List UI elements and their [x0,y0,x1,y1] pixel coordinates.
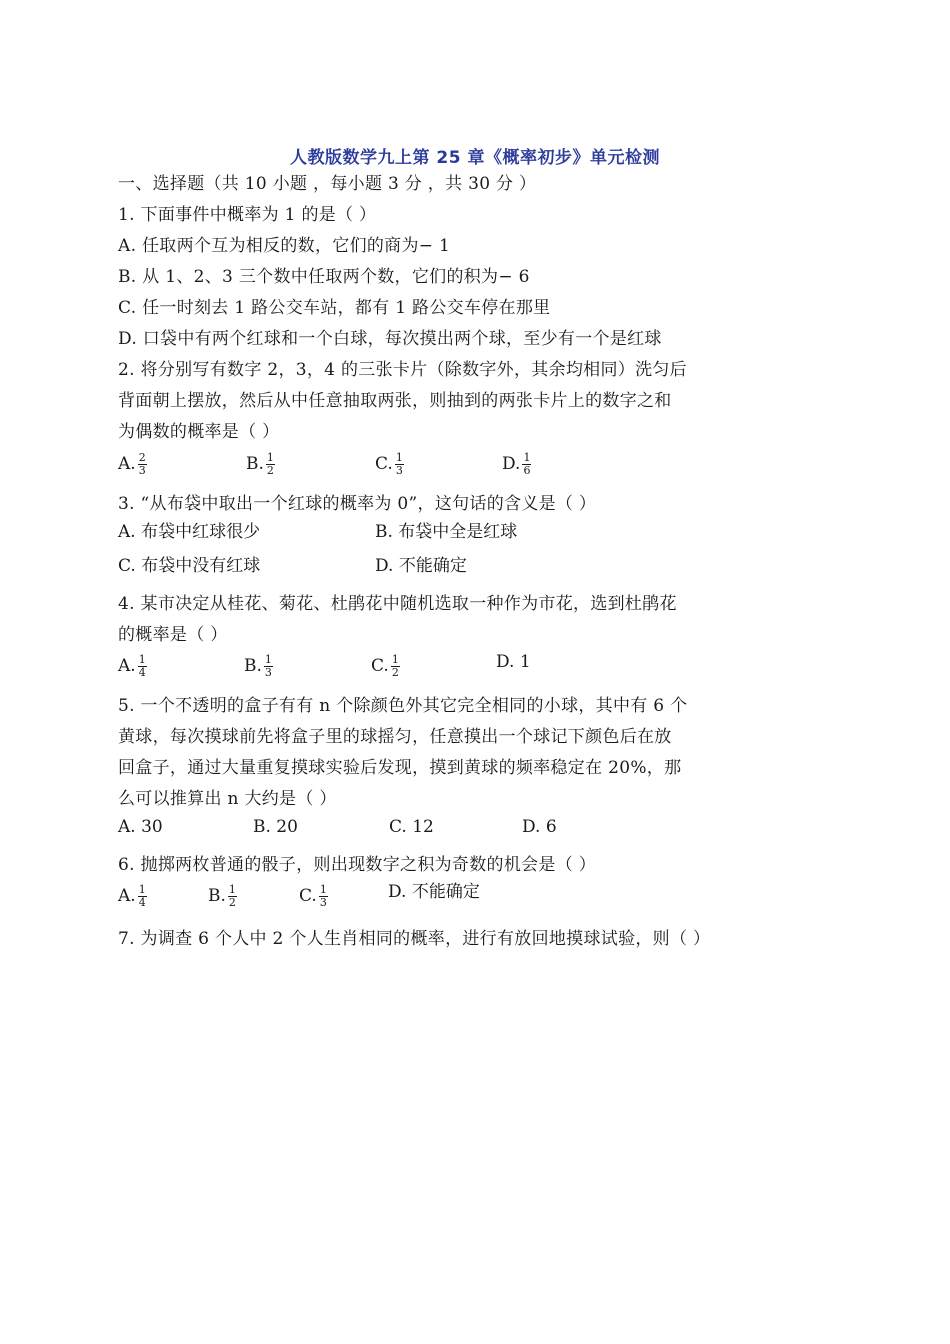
question-6-stem: 6. 抛掷两枚普通的骰子，则出现数字之积为奇数的机会是（ ） [118,855,597,875]
question-5-stem-line-4: 么可以推算出 n 大约是（ ） [118,789,337,809]
question-4-option-d: D. 1 [496,652,531,672]
question-6-option-a: A. $\frac{1}{4}$ [118,883,146,909]
question-1-option-a: A. 任取两个互为相反的数，它们的商为− 1 [118,236,451,256]
question-5-option-a: A. 30 [118,817,163,837]
question-6-option-d: D. 不能确定 [388,882,480,902]
question-2-option-c: C. $\frac{1}{3}$ [375,451,403,477]
fraction: $\frac{1}{3}$ [264,653,272,679]
question-3-stem: 3. “从布袋中取出一个红球的概率为 0”，这句话的含义是（ ） [118,494,597,514]
question-5-option-c: C. 12 [389,817,434,837]
section-heading: 一、选择题（共 10 小题 ，每小题 3 分 ，共 30 分 ） [118,174,537,194]
question-5-stem-line-3: 回盒子，通过大量重复摸球实验后发现，摸到黄球的频率稳定在 20%，那 [118,758,682,778]
fraction: $\frac{1}{2}$ [266,451,274,477]
fraction: $\frac{1}{4}$ [138,883,146,909]
question-1-option-d: D. 口袋中有两个红球和一个白球，每次摸出两个球，至少有一个是红球 [118,329,662,349]
fraction: $\frac{1}{3}$ [395,451,403,477]
question-3-option-b: B. 布袋中全是红球 [375,522,518,542]
question-4-stem-line-1: 4. 某市决定从桂花、菊花、杜鹃花中随机选取一种作为市花，选到杜鹃花 [118,594,677,614]
question-3-option-c: C. 布袋中没有红球 [118,556,261,576]
fraction: $\frac{1}{2}$ [228,883,236,909]
question-2-option-d: D. $\frac{1}{6}$ [502,451,531,477]
fraction: $\frac{1}{3}$ [319,883,327,909]
question-5-option-b: B. 20 [253,817,298,837]
question-2-stem-line-2: 背面朝上摆放，然后从中任意抽取两张，则抽到的两张卡片上的数字之和 [118,391,672,411]
fraction: $\frac{2}{3}$ [138,451,146,477]
question-4-option-c: C. $\frac{1}{2}$ [371,653,399,679]
question-1-stem: 1. 下面事件中概率为 1 的是（ ） [118,205,377,225]
question-3-option-d: D. 不能确定 [375,556,467,576]
question-4-stem-line-2: 的概率是（ ） [118,625,228,645]
question-2-stem-line-1: 2. 将分别写有数字 2，3，4 的三张卡片（除数字外，其余均相同）洗匀后 [118,360,687,380]
document-title: 人教版数学九上第 25 章《概率初步》单元检测 [290,148,660,168]
question-2-option-a: A. $\frac{2}{3}$ [118,451,146,477]
question-6-option-c: C. $\frac{1}{3}$ [299,883,327,909]
question-5-option-d: D. 6 [522,817,557,837]
right-margin-clip [834,924,950,954]
question-1-option-b: B. 从 1、2、3 三个数中任取两个数，它们的积为− 6 [118,267,530,287]
question-1-option-c: C. 任一时刻去 1 路公交车站，都有 1 路公交车停在那里 [118,298,551,318]
question-2-option-b: B. $\frac{1}{2}$ [246,451,274,477]
question-4-option-a: A. $\frac{1}{4}$ [118,653,146,679]
fraction: $\frac{1}{2}$ [391,653,399,679]
question-5-stem-line-2: 黄球，每次摸球前先将盒子里的球摇匀，任意摸出一个球记下颜色后在放 [118,727,672,747]
fraction: $\frac{1}{4}$ [138,653,146,679]
question-7-stem: 7. 为调查 6 个人中 2 个人生肖相同的概率，进行有放回地摸球试验，则（ ） [118,929,711,949]
question-5-stem-line-1: 5. 一个不透明的盒子有有 n 个除颜色外其它完全相同的小球，其中有 6 个 [118,696,688,716]
fraction: $\frac{1}{6}$ [523,451,531,477]
question-4-option-b: B. $\frac{1}{3}$ [244,653,272,679]
question-3-option-a: A. 布袋中红球很少 [118,522,261,542]
question-6-option-b: B. $\frac{1}{2}$ [208,883,236,909]
question-2-stem-line-3: 为偶数的概率是（ ） [118,422,280,442]
